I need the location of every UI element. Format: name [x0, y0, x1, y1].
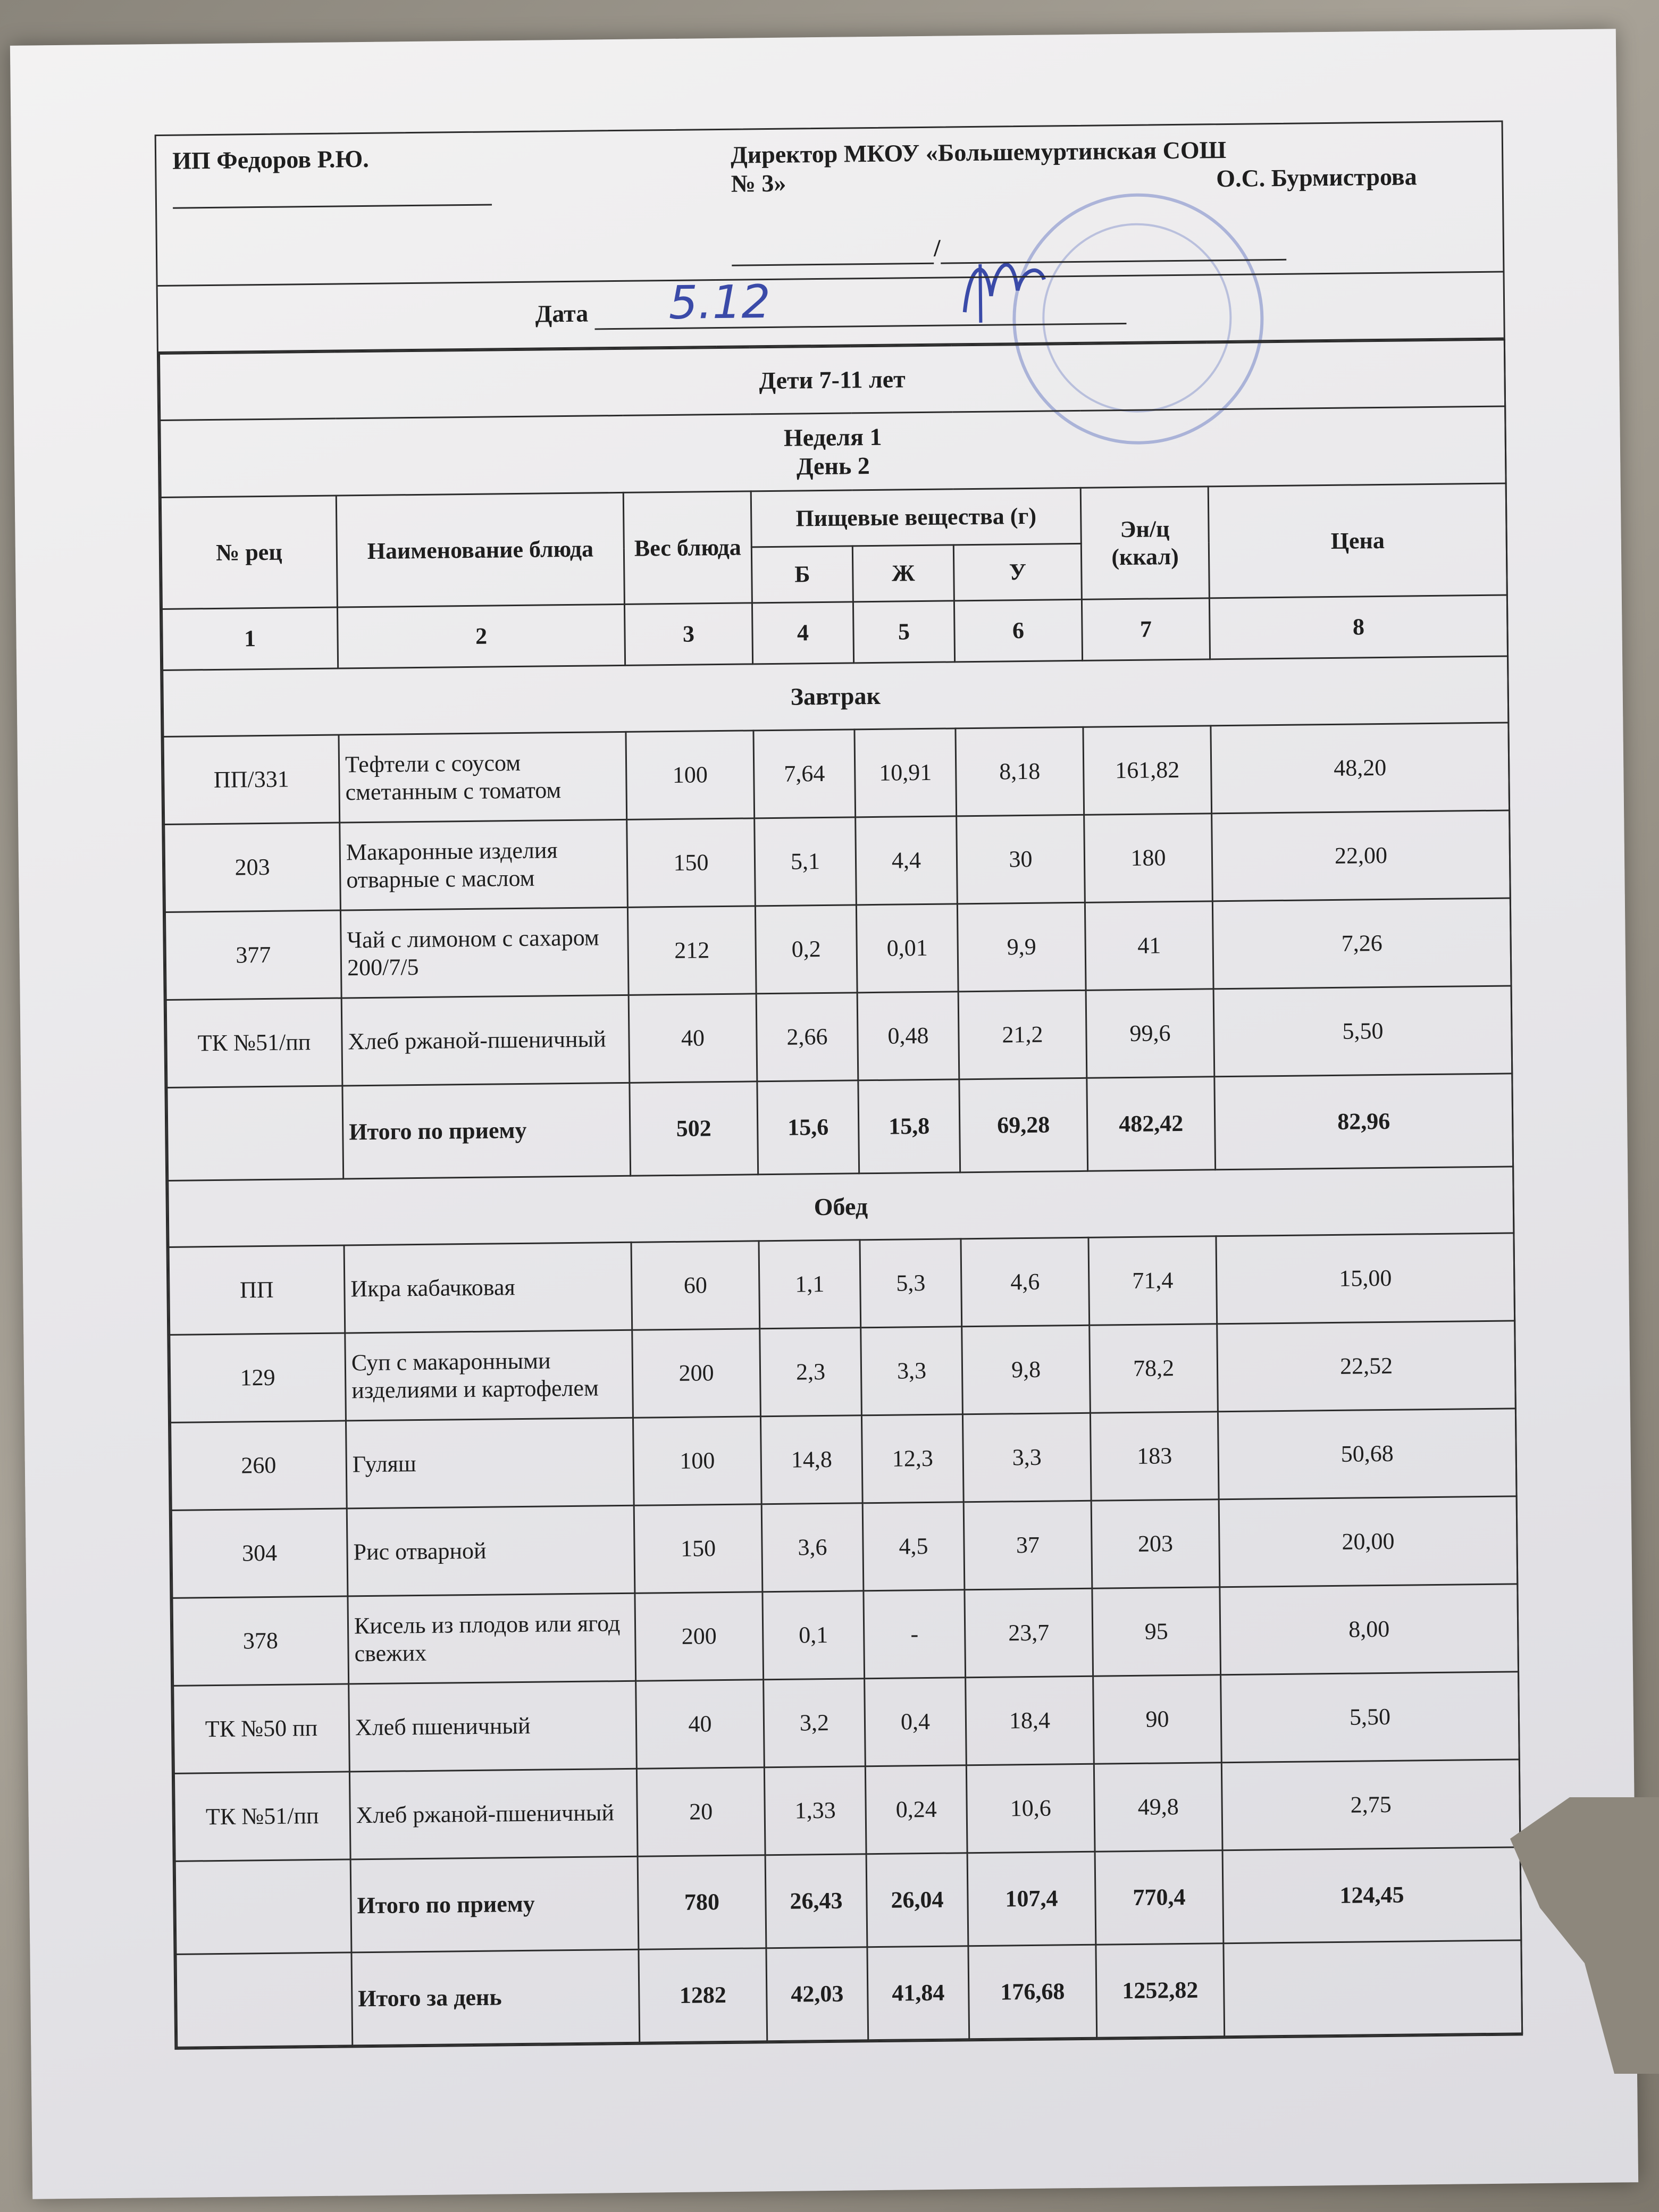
cell-kcal: 71,4 — [1088, 1236, 1217, 1326]
cell-rec: ТК №51/пп — [166, 998, 342, 1087]
cell-kcal: 78,2 — [1090, 1324, 1218, 1413]
col-number: 4 — [752, 602, 853, 664]
cell-zh: 10,91 — [854, 728, 957, 817]
cell-b: 14,8 — [760, 1415, 862, 1504]
col-number: 5 — [853, 601, 954, 663]
cell-zh: 0,24 — [865, 1765, 967, 1854]
col-weight: Вес блюда — [623, 491, 752, 605]
cell-kcal: 41 — [1085, 901, 1213, 991]
director-title-line1: Директор МКОУ «Большемуртинская СОШ — [730, 136, 1227, 169]
day-total-b: 42,03 — [766, 1947, 868, 2041]
date-field — [594, 275, 1126, 330]
cell-price: 48,20 — [1211, 723, 1510, 814]
cell-u: 8,18 — [956, 727, 1084, 816]
cell-rec: ПП/331 — [163, 735, 340, 824]
cell-weight: 100 — [626, 731, 755, 820]
cell-zh: 5,3 — [860, 1239, 962, 1328]
cell-price: 7,26 — [1212, 898, 1511, 989]
cell-b: 2,3 — [760, 1328, 862, 1417]
lunch-total-label: Итого по приему — [350, 1856, 639, 1953]
cell-u: 23,7 — [965, 1588, 1093, 1678]
cell-zh: 12,3 — [861, 1414, 963, 1503]
cell-zh: 0,4 — [865, 1678, 967, 1766]
cell-weight: 212 — [627, 906, 756, 995]
cell-kcal: 161,82 — [1083, 726, 1212, 815]
director-title-line2: № 3» — [731, 169, 786, 198]
cell-weight: 200 — [635, 1592, 764, 1681]
cell-u: 4,6 — [961, 1237, 1090, 1327]
week-label: Неделя 1 — [783, 423, 882, 451]
cell-weight: 150 — [627, 818, 756, 908]
cell-u: 30 — [957, 815, 1085, 904]
breakfast-total-kcal: 482,42 — [1087, 1077, 1216, 1171]
col-number: 3 — [624, 603, 752, 666]
table-row — [172, 1584, 1519, 1686]
signature-slash: / — [933, 234, 941, 262]
cell-price: 2,75 — [1221, 1759, 1520, 1850]
cell-u: 18,4 — [966, 1676, 1094, 1765]
table-row — [166, 986, 1512, 1087]
cell-name: Суп с макаронными изделиями и картофелем — [345, 1330, 633, 1421]
cell-kcal: 90 — [1093, 1675, 1222, 1764]
cell-rec: 378 — [172, 1596, 349, 1686]
section-lunch: Обед — [168, 1167, 1514, 1247]
col-dish-name: Наименование блюда — [336, 492, 624, 607]
day-total-zh: 41,84 — [867, 1946, 969, 2040]
cell-rec: ТК №50 пп — [173, 1684, 350, 1773]
lunch-total-weight: 780 — [638, 1855, 766, 1950]
table-row — [171, 1409, 1517, 1510]
director-signature-line — [732, 233, 934, 266]
cell-kcal: 183 — [1090, 1412, 1219, 1501]
cell-zh: 4,4 — [856, 816, 958, 905]
breakfast-total-zh: 15,8 — [858, 1079, 960, 1174]
breakfast-total-weight: 502 — [630, 1082, 758, 1176]
cell-price: 15,00 — [1216, 1233, 1515, 1324]
cell-u: 9,9 — [957, 902, 1086, 992]
cell-name: Хлеб ржаной-пшеничный — [349, 1769, 638, 1859]
ip-signature-line — [172, 172, 492, 209]
cell-weight: 200 — [632, 1329, 761, 1418]
director-name: О.С. Бурмистрова — [1216, 163, 1417, 192]
cell-name: Хлеб пшеничный — [349, 1681, 637, 1772]
lunch-rows — [169, 1233, 1520, 1861]
cell-price: 20,00 — [1219, 1496, 1518, 1587]
table-row — [170, 1321, 1516, 1422]
cell-b: 0,2 — [755, 905, 857, 994]
col-number: 1 — [162, 607, 338, 670]
paper-sheet — [10, 29, 1638, 2199]
cell-price: 5,50 — [1213, 986, 1512, 1077]
menu-table — [158, 339, 1523, 2048]
date-label: Дата — [535, 299, 589, 328]
day-total-kcal: 1252,82 — [1096, 1943, 1225, 2038]
cell-b: 2,66 — [756, 993, 858, 1082]
cell-b: 0,1 — [763, 1591, 865, 1680]
day-total-label: Итого за день — [351, 1949, 640, 2046]
cell-rec: 203 — [164, 823, 341, 912]
cell-u: 37 — [963, 1501, 1092, 1590]
cell-rec: 260 — [171, 1421, 347, 1510]
cell-rec: 304 — [171, 1509, 348, 1598]
table-row — [165, 898, 1511, 1000]
cell-kcal: 180 — [1084, 814, 1213, 903]
cell-rec: 129 — [170, 1333, 346, 1422]
cell-weight: 40 — [636, 1680, 765, 1769]
lunch-total-u: 107,4 — [967, 1851, 1096, 1946]
col-nutrients: Пищевые вещества (г) — [751, 488, 1081, 547]
cell-weight: 150 — [634, 1504, 763, 1594]
header-table — [156, 122, 1504, 353]
cell-weight: 20 — [636, 1767, 765, 1857]
cell-u: 3,3 — [962, 1413, 1091, 1502]
cell-zh: 0,48 — [857, 992, 959, 1080]
cell-kcal: 99,6 — [1086, 989, 1214, 1078]
col-protein: Б — [751, 546, 853, 603]
cell-name: Хлеб ржаной-пшеничный — [341, 995, 630, 1086]
day-total-weight: 1282 — [639, 1948, 767, 2043]
cell-u: 21,2 — [958, 990, 1087, 1079]
cell-weight: 60 — [631, 1241, 760, 1330]
age-group: Дети 7-11 лет — [159, 340, 1505, 420]
breakfast-total-b: 15,6 — [757, 1080, 859, 1175]
cell-b: 3,2 — [764, 1679, 866, 1767]
cell-zh: 3,3 — [861, 1327, 963, 1415]
col-carb: У — [953, 543, 1082, 601]
day-total-price — [1224, 1940, 1522, 2037]
cell-zh: - — [864, 1590, 966, 1679]
cell-name: Гуляш — [346, 1418, 634, 1509]
cell-price: 8,00 — [1220, 1584, 1519, 1675]
section-breakfast: Завтрак — [163, 656, 1509, 736]
col-fat: Ж — [852, 545, 954, 602]
cell-b: 1,1 — [759, 1240, 861, 1329]
day-total-u: 176,68 — [968, 1945, 1097, 2039]
cell-weight: 40 — [629, 994, 757, 1083]
cell-rec: 377 — [165, 910, 341, 1000]
cell-kcal: 49,8 — [1094, 1763, 1222, 1852]
cell-name: Кисель из плодов или ягод свежих — [348, 1593, 636, 1684]
breakfast-rows — [163, 723, 1512, 1087]
table-row — [164, 810, 1511, 912]
ip-name: ИП Федоров Р.Ю. — [172, 145, 369, 174]
cell-kcal: 95 — [1092, 1587, 1221, 1677]
col-energy: Эн/ц (ккал) — [1080, 487, 1209, 600]
cell-name: Чай с лимоном с сахаром 200/7/5 — [340, 907, 629, 998]
lunch-total-zh: 26,04 — [866, 1853, 968, 1947]
cell-zh: 0,01 — [856, 904, 958, 993]
table-row — [163, 723, 1510, 824]
cell-b: 5,1 — [755, 817, 857, 906]
table-row — [174, 1759, 1520, 1861]
cell-name: Рис отварной — [347, 1505, 635, 1596]
cell-price: 5,50 — [1221, 1672, 1520, 1763]
date-handwritten: 5.12 — [668, 275, 771, 330]
cell-price: 22,52 — [1217, 1321, 1516, 1412]
lunch-total-price: 124,45 — [1222, 1847, 1521, 1943]
cell-name: Икра кабачковая — [344, 1242, 632, 1333]
cell-weight: 100 — [633, 1417, 761, 1506]
director-name-line — [940, 230, 1286, 264]
cell-b: 7,64 — [753, 730, 856, 818]
cell-rec: ТК №51/пп — [174, 1772, 350, 1861]
cell-b: 3,6 — [761, 1503, 864, 1592]
cell-kcal: 203 — [1091, 1499, 1220, 1589]
lunch-total-kcal: 770,4 — [1095, 1850, 1224, 1945]
breakfast-total-u: 69,28 — [959, 1078, 1088, 1172]
cell-zh: 4,5 — [862, 1502, 965, 1591]
cell-price: 22,00 — [1212, 810, 1511, 901]
menu-table-frame — [155, 121, 1523, 2050]
col-number: 6 — [954, 599, 1082, 662]
col-rec-no: № рец — [161, 496, 337, 609]
cell-u: 10,6 — [966, 1764, 1095, 1853]
col-price: Цена — [1208, 483, 1507, 598]
table-row — [171, 1496, 1518, 1598]
cell-name: Макаронные изделия отварные с маслом — [340, 819, 628, 910]
cell-price: 50,68 — [1218, 1409, 1516, 1499]
lunch-total-b: 26,43 — [765, 1854, 867, 1948]
table-row — [173, 1672, 1520, 1773]
cell-u: 9,8 — [962, 1325, 1091, 1414]
col-number: 7 — [1082, 598, 1210, 661]
cell-name: Тефтели с соусом сметанным с томатом — [339, 732, 627, 823]
cell-rec: ПП — [169, 1245, 345, 1335]
cell-b: 1,33 — [764, 1766, 866, 1855]
col-number: 8 — [1209, 595, 1507, 659]
col-number: 2 — [337, 604, 625, 668]
breakfast-total-label: Итого по приему — [342, 1083, 631, 1179]
day-label: День 2 — [796, 452, 870, 480]
breakfast-total-price: 82,96 — [1214, 1074, 1513, 1170]
table-row — [169, 1233, 1515, 1335]
